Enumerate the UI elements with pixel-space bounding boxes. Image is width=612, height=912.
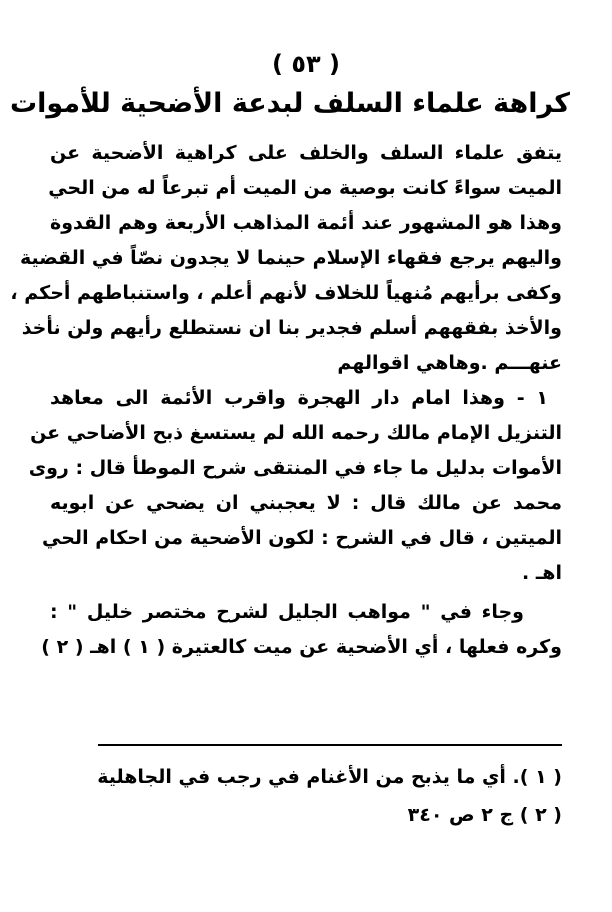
paragraph-line: وهذا هو المشهور عند أئمة المذاهب الأربعة وهم القدوة	[50, 212, 562, 234]
paragraph-line: الميت سواءً كانت بوصية من الميت أم تبرعاً له من الحي	[48, 177, 562, 199]
page-title: كراهة علماء السلف لبدعة الأضحية للأموات	[10, 88, 570, 119]
footnotes	[50, 758, 562, 834]
item-line: ١ - وهذا امام دار الهجرة واقرب الأئمة الى معاهد	[50, 387, 548, 409]
item-line: اهـ .	[521, 562, 562, 584]
quote-line: وجاء في " مواهب الجليل لشرح مختصر خليل " :	[50, 601, 524, 623]
item-line: التنزيل الإمام مالك رحمه الله لم يستسغ ذبح الأضاحي عن	[30, 422, 562, 444]
footnote: ( ٢ ) ج ٢ ص ٣٤٠	[407, 804, 562, 826]
quote-line: وكره فعلها ، أي الأضحية عن ميت كالعتيرة ( ١ ) اهـ ( ٢ )	[41, 636, 562, 658]
paragraph-line: عنهـــم .وهاهي اقوالهم	[337, 352, 562, 374]
page-number: ( ٥٣ )	[272, 50, 340, 78]
footnote-divider	[98, 744, 562, 746]
item-line: الميتين ، قال في الشرح : لكون الأضحية من احكام الحي	[42, 527, 562, 549]
item-line: الأموات بدليل ما جاء في المنتقى شرح الموطأ قال : روى	[28, 457, 562, 479]
paragraph-line: وكفى برأيهم مُنهياً للخلاف لأنهم أعلم ، واستنباطهم أحكم ،	[10, 282, 562, 304]
paragraph-line: يتفق علماء السلف والخلف على كراهية الأضحية عن	[50, 142, 562, 164]
footnote: ( ١ ). أي ما يذبح من الأغنام في رجب في الجاهلية	[97, 766, 562, 788]
paragraph-line: واليهم يرجع فقهاء الإسلام حينما لا يجدون نصّاً في القضية	[19, 247, 562, 269]
item-line: محمد عن مالك قال : لا يعجبني ان يضحي عن ابويه	[50, 492, 562, 514]
body-text	[10, 136, 562, 665]
paragraph-line: والأخذ بفقههم أسلم فجدير بنا ان نستطلع رأيهم ولن نأخذ	[21, 317, 562, 339]
